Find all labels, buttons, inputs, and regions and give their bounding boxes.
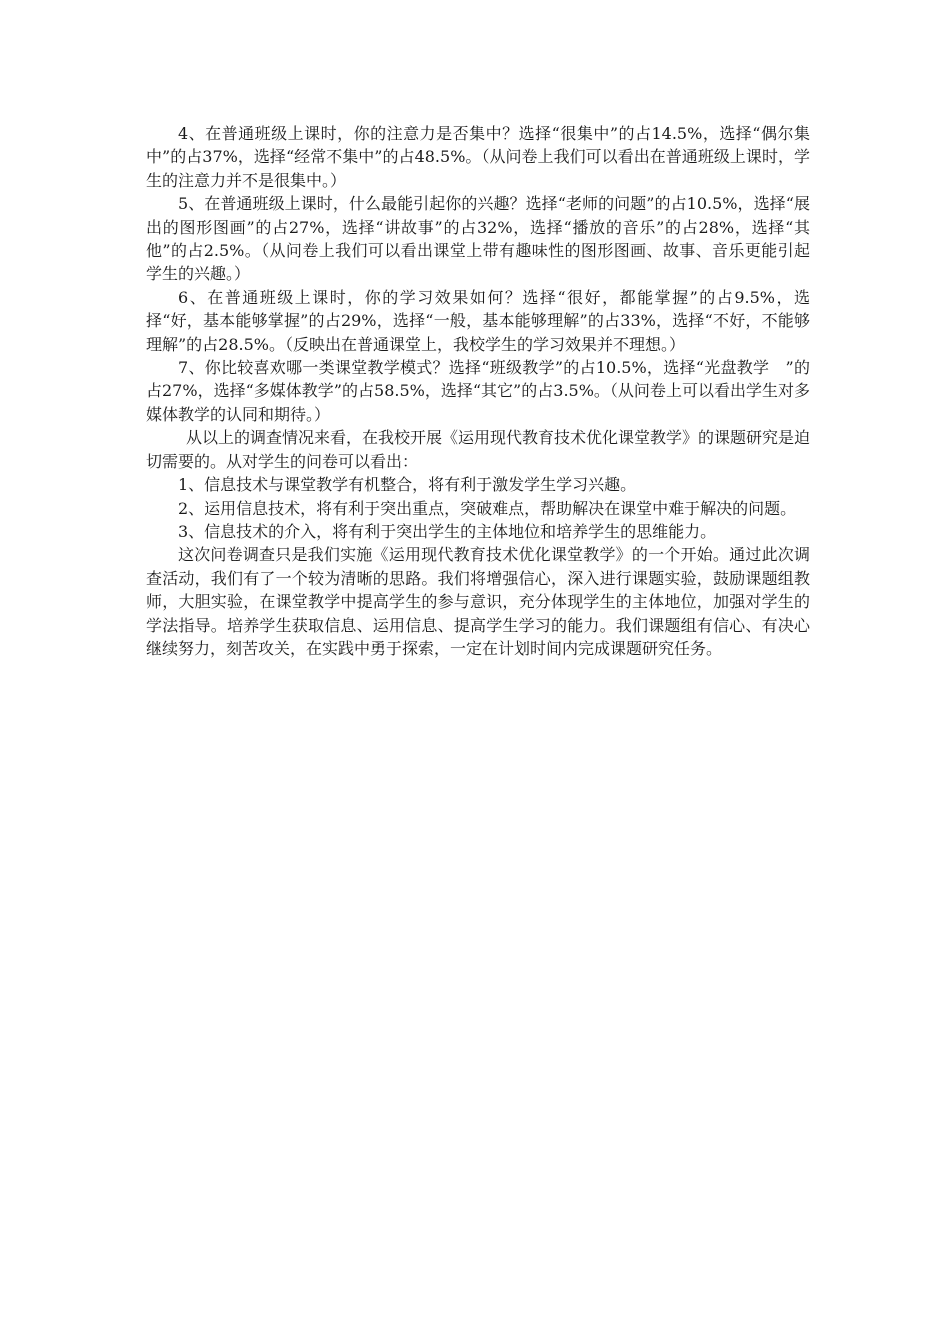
document-page [146,122,810,660]
conclusion-point-3: 3、信息技术的介入，将有利于突出学生的主体地位和培养学生的思维能力。 [178,521,717,541]
survey-question-6: 6、在普通班级上课时，你的学习效果如何？选择“很好，都能掌握”的占9.5%，选择“好，基本能够掌握”的占29%，选择“一般，基本能够理解”的占33%，选择“不好，不能够理解”的占28.5%。（反映出在普通课堂上，我校学生的学习效果并不理想。） [146,287,810,354]
survey-question-5: 5、在普通班级上课时，什么最能引起你的兴趣？选择“老师的问题”的占10.5%，选择“展出的图形图画”的占27%，选择“讲故事”的占32%，选择“播放的音乐”的占28%，选择“其他”的占2.5%。（从问卷上我们可以看出课堂上带有趣味性的图形图画、故事、音乐更能引起学生的兴趣。） [146,194,810,284]
survey-question-7: 7、你比较喜欢哪一类课堂教学模式？选择“班级教学”的占10.5%，选择“光盘教学 ”的占27%，选择“多媒体教学”的占58.5%，选择“其它”的占3.5%。（从问卷上可以看出学生对多媒体教学的认同和期待。） [146,358,810,424]
survey-question-4: 4、在普通班级上课时，你的注意力是否集中？选择“很集中”的占14.5%，选择“偶尔集中”的占37%，选择“经常不集中”的占48.5%。（从问卷上我们可以看出在普通班级上课时，学生的注意力并不是很集中。） [146,124,810,190]
conclusion-point-1: 1、信息技术与课堂教学有机整合，将有利于激发学生学习兴趣。 [178,475,637,495]
conclusion-intro: 从以上的调查情况来看，在我校开展《运用现代教育技术优化课堂教学》的课题研究是迫切需要的。从对学生的问卷可以看出： [146,428,811,471]
conclusion-point-2: 2、运用信息技术，将有利于突出重点，突破难点，帮助解决在课堂中难于解决的问题。 [178,498,797,518]
closing-paragraph: 这次问卷调查只是我们实施《运用现代教育技术优化课堂教学》的一个开始。通过此次调查活动，我们有了一个较为清晰的思路。我们将增强信心，深入进行课题实验，鼓励课题组教师，大胆实验，在课堂教学中提高学生的参与意识，充分体现学生的主体地位，加强对学生的学法指导。培养学生获取信息、运用信息、提高学生学习的能力。我们课题组有信心、有决心继续努力，刻苦攻关，在实践中勇于探索，一定在计划时间内完成课题研究任务。 [146,545,810,658]
